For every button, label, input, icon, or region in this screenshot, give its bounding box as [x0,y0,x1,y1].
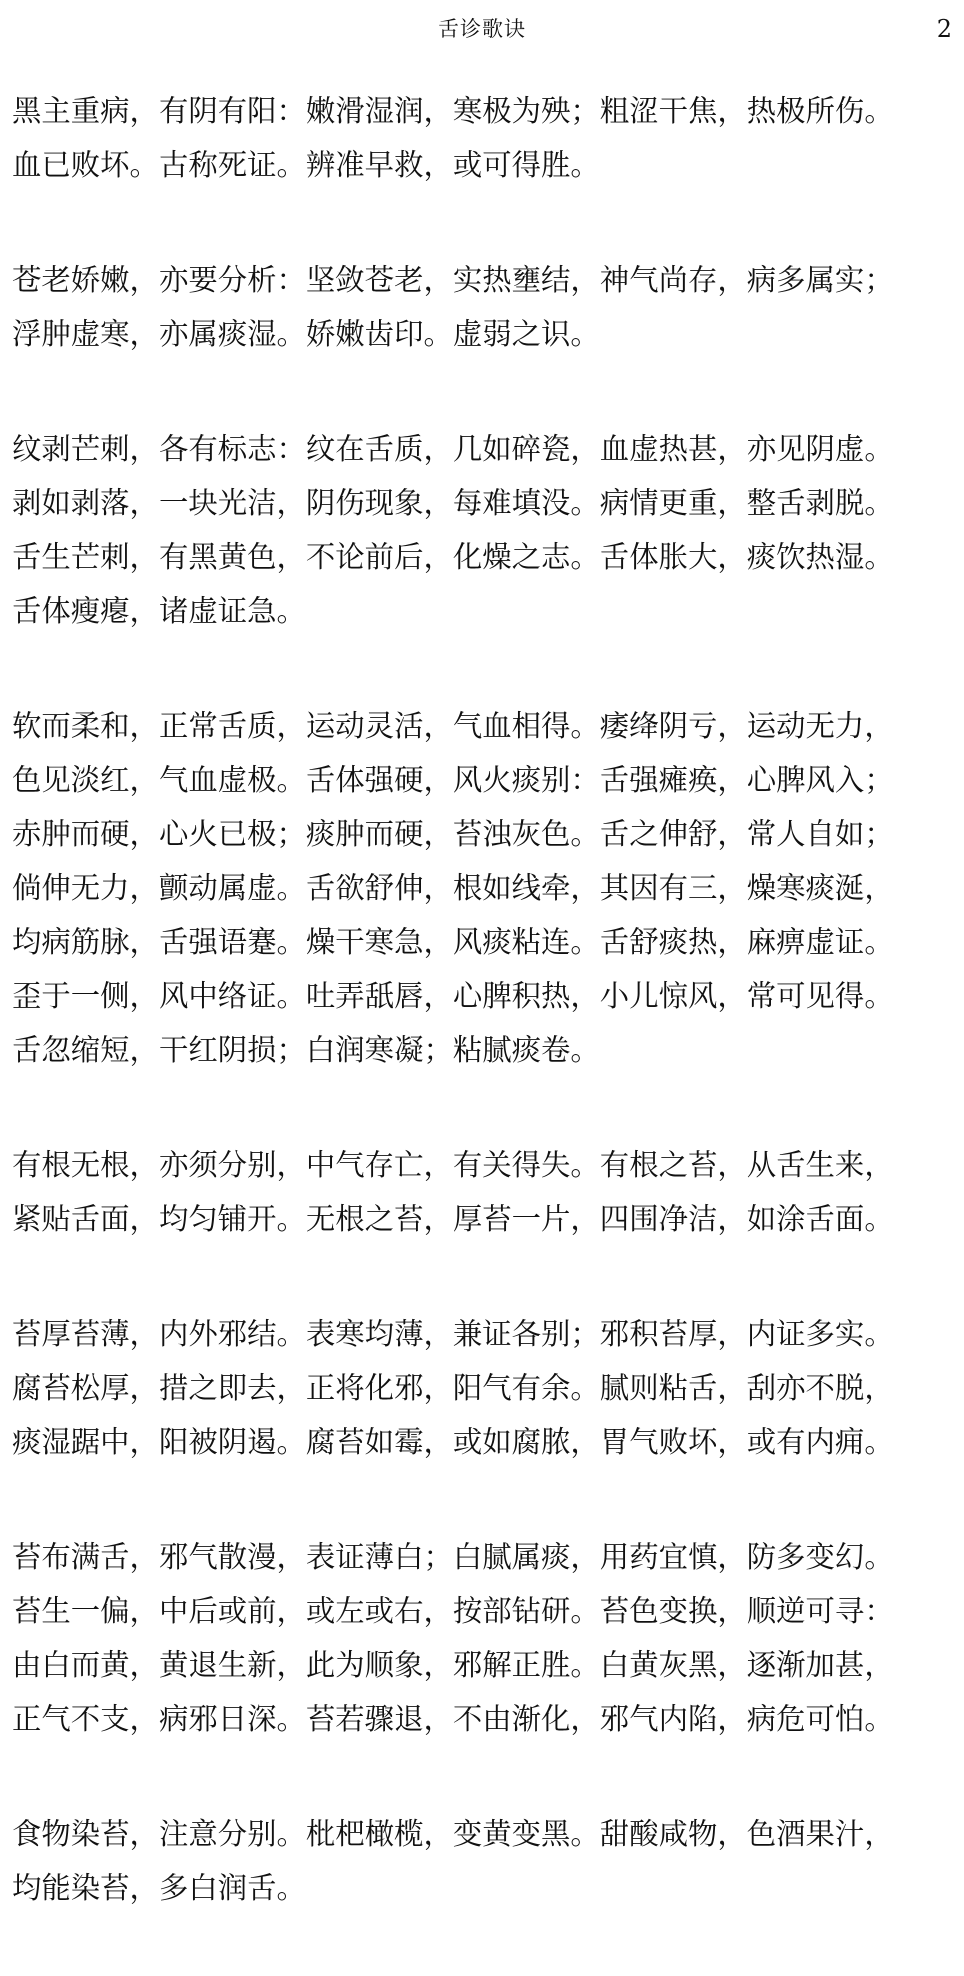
verse-line: 倘伸无力，颤动属虚。舌欲舒伸，根如线牵，其因有三，燥寒痰涎， [12,871,894,905]
verse-line: 苔生一偏，中后或前，或左或右，按部钻研。苔色变换，顺逆可寻： [12,1594,894,1628]
verse-line: 食物染苔，注意分别。枇杷橄榄，变黄变黑。甜酸咸物，色酒果汁， [12,1817,894,1851]
verse-line: 血已败坏。古称死证。辨准早救，或可得胜。 [12,148,600,182]
verse-line: 剥如剥落，一块光洁，阴伤现象，每难填没。病情更重，整舌剥脱。 [12,486,894,520]
running-title: 舌诊歌诀 [438,17,526,41]
verse-line: 歪于一侧，风中络证。吐弄舐唇，心脾积热，小儿惊风，常可见得。 [12,979,894,1013]
verse-stanza [12,1530,962,1746]
verse-line: 苍老娇嫩，亦要分析：坚敛苍老，实热壅结，神气尚存，病多属实； [12,263,894,297]
verse-line: 软而柔和，正常舌质，运动灵活，气血相得。痿绛阴亏，运动无力， [12,709,894,743]
verse-line: 舌生芒刺，有黑黄色，不论前后，化燥之志。舌体胀大，痰饮热湿。 [12,540,894,574]
verse-line: 由白而黄，黄退生新，此为顺象，邪解正胜。白黄灰黑，逐渐加甚， [12,1648,894,1682]
verse-line: 有根无根，亦须分别，中气存亡，有关得失。有根之苔，从舌生来， [12,1148,894,1182]
verse-line: 腐苔松厚，措之即去，正将化邪，阳气有余。腻则粘舌，刮亦不脱， [12,1371,894,1405]
verse-line: 苔厚苔薄，内外邪结。表寒均薄，兼证各别；邪积苔厚，内证多实。 [12,1317,894,1351]
verse-stanza [12,1138,962,1246]
verse-line: 紧贴舌面，均匀铺开。无根之苔，厚苔一片，四围净洁，如涂舌面。 [12,1202,894,1236]
verse-stanza [12,253,962,361]
verse-line: 色见淡红，气血虚极。舌体强硬，风火痰别：舌强瘫痪，心脾风入； [12,763,894,797]
verse-stanza [12,84,962,192]
verse-line: 浮肿虚寒，亦属痰湿。娇嫩齿印。虚弱之识。 [12,317,600,351]
verse-body [12,84,962,1976]
verse-line: 均病筋脉，舌强语蹇。燥干寒急，风痰粘连。舌舒痰热，麻痹虚证。 [12,925,894,959]
verse-line: 赤肿而硬，心火已极；痰肿而硬，苔浊灰色。舌之伸舒，常人自如； [12,817,894,851]
verse-stanza [12,1807,962,1915]
verse-line: 纹剥芒刺，各有标志：纹在舌质，几如碎瓷，血虚热甚，亦见阴虚。 [12,432,894,466]
verse-line: 舌体瘦瘪，诸虚证急。 [12,594,306,628]
verse-line: 痰湿踞中，阳被阴遏。腐苔如霉，或如腐脓，胃气败坏，或有内痈。 [12,1425,894,1459]
page-number: 2 [936,15,952,43]
verse-line: 舌忽缩短，干红阴损；白润寒凝；粘腻痰卷。 [12,1033,600,1067]
verse-line: 黑主重病，有阴有阳：嫩滑湿润，寒极为殃；粗涩干焦，热极所伤。 [12,94,894,128]
verse-stanza [12,699,962,1077]
verse-line: 均能染苔，多白润舌。 [12,1871,306,1905]
verse-line: 苔布满舌，邪气散漫，表证薄白；白腻属痰，用药宜慎，防多变幻。 [12,1540,894,1574]
verse-stanza [12,1307,962,1469]
verse-stanza [12,422,962,638]
verse-line: 正气不支，病邪日深。苔若骤退，不由渐化，邪气内陷，病危可怕。 [12,1702,894,1736]
page-header [0,14,964,44]
